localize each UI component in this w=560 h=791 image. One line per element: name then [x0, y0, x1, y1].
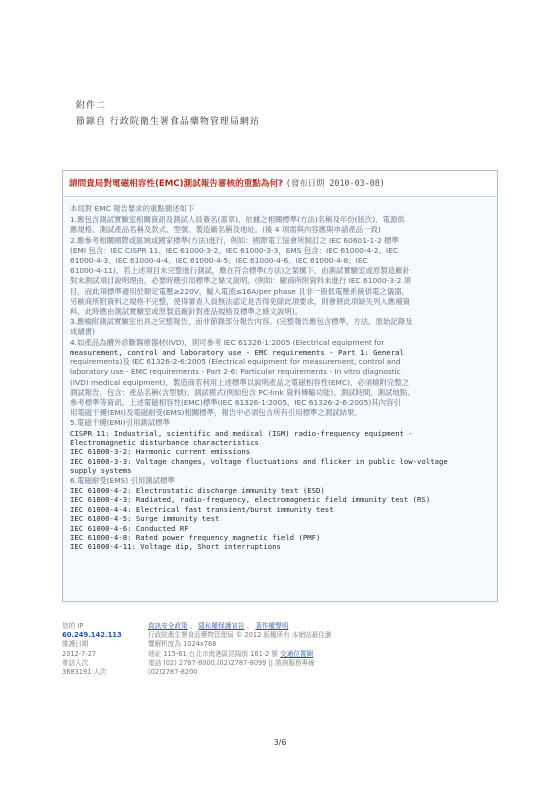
- answer-line: IEC 61000-3-3: Voltage changes, voltage fluctuations and flicker in public low-voltage: [70, 456, 448, 466]
- footer-links: [148, 622, 508, 631]
- link-separator: 、: [189, 622, 197, 630]
- copyright-text: 行政院衛生署食品藥物管理局 © 2012 版權所有 本網站最佳瀏: [148, 631, 332, 640]
- address-line: [148, 650, 508, 659]
- answer-line: 對未測試項目說明理由，必要時應引用標準之條文說明。(例如：歐商所附資料未進行 IEC 61000-3-2 項: [70, 276, 412, 286]
- answer-line: 本局對 EMC 報告要求的重點簡述如下: [70, 204, 195, 213]
- faq-panel: [62, 170, 498, 602]
- answer-line: (IVD) medical equipment)，製造商若利用上述標準以說明產品之電磁相容性(EMC)，必須檢附完整之: [70, 377, 410, 387]
- answer-line: IEC 61000-4-11: Voltage dip, Short interruptions: [70, 542, 281, 552]
- updated-value: 2012-7-27: [62, 649, 97, 658]
- answer-line: 成績書): [70, 327, 96, 337]
- answer-line: laboratory use - EMC requirements - Part 2-6: Particular requirements - In vitro diagnostic: [70, 367, 401, 377]
- page-number: 3/6: [273, 738, 287, 747]
- footer-stats: [62, 622, 126, 677]
- updated-label: 維護日期: [62, 640, 89, 649]
- question-title: 請問貴局對電磁相容性(EMC)測試報告審核的重點為何?: [69, 179, 284, 189]
- question-bar: [63, 171, 497, 197]
- answer-line: IEC 61000-4-4: Electrical fast transient/burst immunity test: [70, 504, 334, 514]
- answer-line: IEC 61000-4-3: Radiated, radio-frequency, electromagnetic field immunity test (RS): [70, 495, 431, 505]
- answer-line: 料，此時應由測試實驗室或原製造廠針對產品規格及標準之條文說明)。: [70, 307, 302, 317]
- answer-line: 61000-4-11)，若上述項目未完整進行測試，應在符合標準(方法)之架構下，由測試實驗室或原製造廠針: [70, 266, 410, 276]
- ip-value: 60.249.142.113: [62, 631, 122, 640]
- answer-line: CISPR 11: Industrial, scientific and medical (ISM) radio-frequency equipment -: [70, 428, 413, 438]
- answer-line: 應規格、測試產品名稱及款式、型號、製造廠名稱及地址。(後 4 項需與內容應與申請產品一致): [70, 225, 381, 235]
- answer-line: 4.如產品為體外診斷醫療器材(IVD)，則可參考 IEC 61326-1:2005 (Electrical equipment for: [70, 337, 385, 347]
- answer-line: IEC 61000-4-2: Electrostatic discharge immunity test (ESD): [70, 485, 325, 495]
- answer-line: 測試報告，包含：產品名稱(含型號)、測試模式(例如包含 PC-link 資料傳輸功能)、測試時間、測試地點、: [70, 387, 415, 397]
- visitors-label: 參訪人次: [62, 658, 89, 667]
- address-text: 地址 115-61 台北市南港區昆陽街 161-2 號: [148, 649, 279, 658]
- answer-line: measurement, control and laboratory use - EMC requirements - Part 1: General: [70, 347, 404, 357]
- answer-line: 1.應包含測試實驗室相關資訊及測試人員簽名(蓋章)、依據之相關標準(方法)名稱及年份(版次)、電源供: [70, 215, 405, 225]
- source-note: 節錄自 行政院衛生署食品藥物管理局網站: [76, 117, 260, 127]
- answer-line: 61000-4-3、IEC 61000-4-4、IEC 61000-4-5、IEC 61000-4-6、IEC 61000-4-8、IEC: [70, 256, 368, 266]
- answer-line: 3.應檢附測試實驗室出具之完整報告，而非節錄部分報告內容。(完整報告應包含標準，方法，原始記錄及: [70, 317, 413, 327]
- answer-line: IEC 61000-3-2: Harmonic current emissions: [70, 447, 251, 457]
- answer-line: 5.電磁干擾(EMI)引用測試標準: [70, 418, 170, 428]
- answer-line: requirements)及 IEC 61326-2-6:2005 (Electrical equipment for measurement, control and: [70, 357, 401, 367]
- answer-body: [63, 197, 497, 552]
- answer-line: supply systems: [70, 466, 132, 476]
- answer-line: 參考標準等資訊。上述電磁相容性(EMC)標準(IEC 61326-1:2005、IEC 61326-2-6:2005)其內容引: [70, 398, 401, 408]
- answer-line: 6.電磁耐受(EMS) 引用測試標準: [70, 475, 175, 485]
- footer-info: [148, 622, 508, 677]
- link-security-policy[interactable]: 資訊安全政策: [148, 622, 188, 630]
- link-copyright-notice[interactable]: 著作權聲明: [255, 622, 289, 630]
- answer-line: (EMI 包含：IEC CISPR 11、IEC 61000-3-2、IEC 61000-3-3，EMS 包含：IEC 61000-4-2、IEC: [70, 245, 399, 255]
- visitors-value: 3683191 人次: [62, 668, 107, 677]
- fax-text: (02)2787-8200: [148, 668, 198, 677]
- answer-line: 目，而此項標準適用於額定電壓≥220V，輸入電流≤16A/per phase 且非一般低電壓系統供電之儀器，: [70, 286, 410, 296]
- answer-line: 用電磁干擾(EMI)及電磁耐受(EMS)相關標準，報告中必須包含所有引用標準之測試結果。: [70, 408, 362, 418]
- link-privacy-policy[interactable]: 隱私權保護宣告: [198, 622, 245, 630]
- answer-line: IEC 61000-4-5: Surge immunity test: [70, 514, 220, 524]
- answer-line: Electromagnetic disturbance characteristics: [70, 438, 259, 448]
- answer-line: 2.應參考相關國際或區域或國家標準(方法)進行，例如：國際電工協會所制訂之 IEC 60601-1-2 標準: [70, 235, 399, 245]
- answer-line: IEC 61000-4-8: Rated power frequency magnetic field (PMF): [70, 532, 321, 542]
- answer-line: IEC 61000-4-6: Conducted RF: [70, 523, 189, 533]
- link-separator: 、: [246, 622, 254, 630]
- publish-date: (發布日期 2010-03-08): [285, 178, 385, 188]
- phone-text: 電話 (02) 2787-8000,(02)2787-8099 || 諮詢服務專線: [148, 658, 315, 667]
- annex-label: 附件二: [76, 101, 107, 111]
- resolution-text: 覽解析度為 1024x768: [148, 640, 217, 649]
- answer-line: 另歐商所附資料之規格不完整，使得審查人員無法認定是否得免除此項要求，則會將此項缺失列入應補資: [70, 296, 410, 306]
- ip-label: 您的 IP: [62, 622, 84, 630]
- traffic-map-link[interactable]: 交通位置圖: [280, 649, 314, 658]
